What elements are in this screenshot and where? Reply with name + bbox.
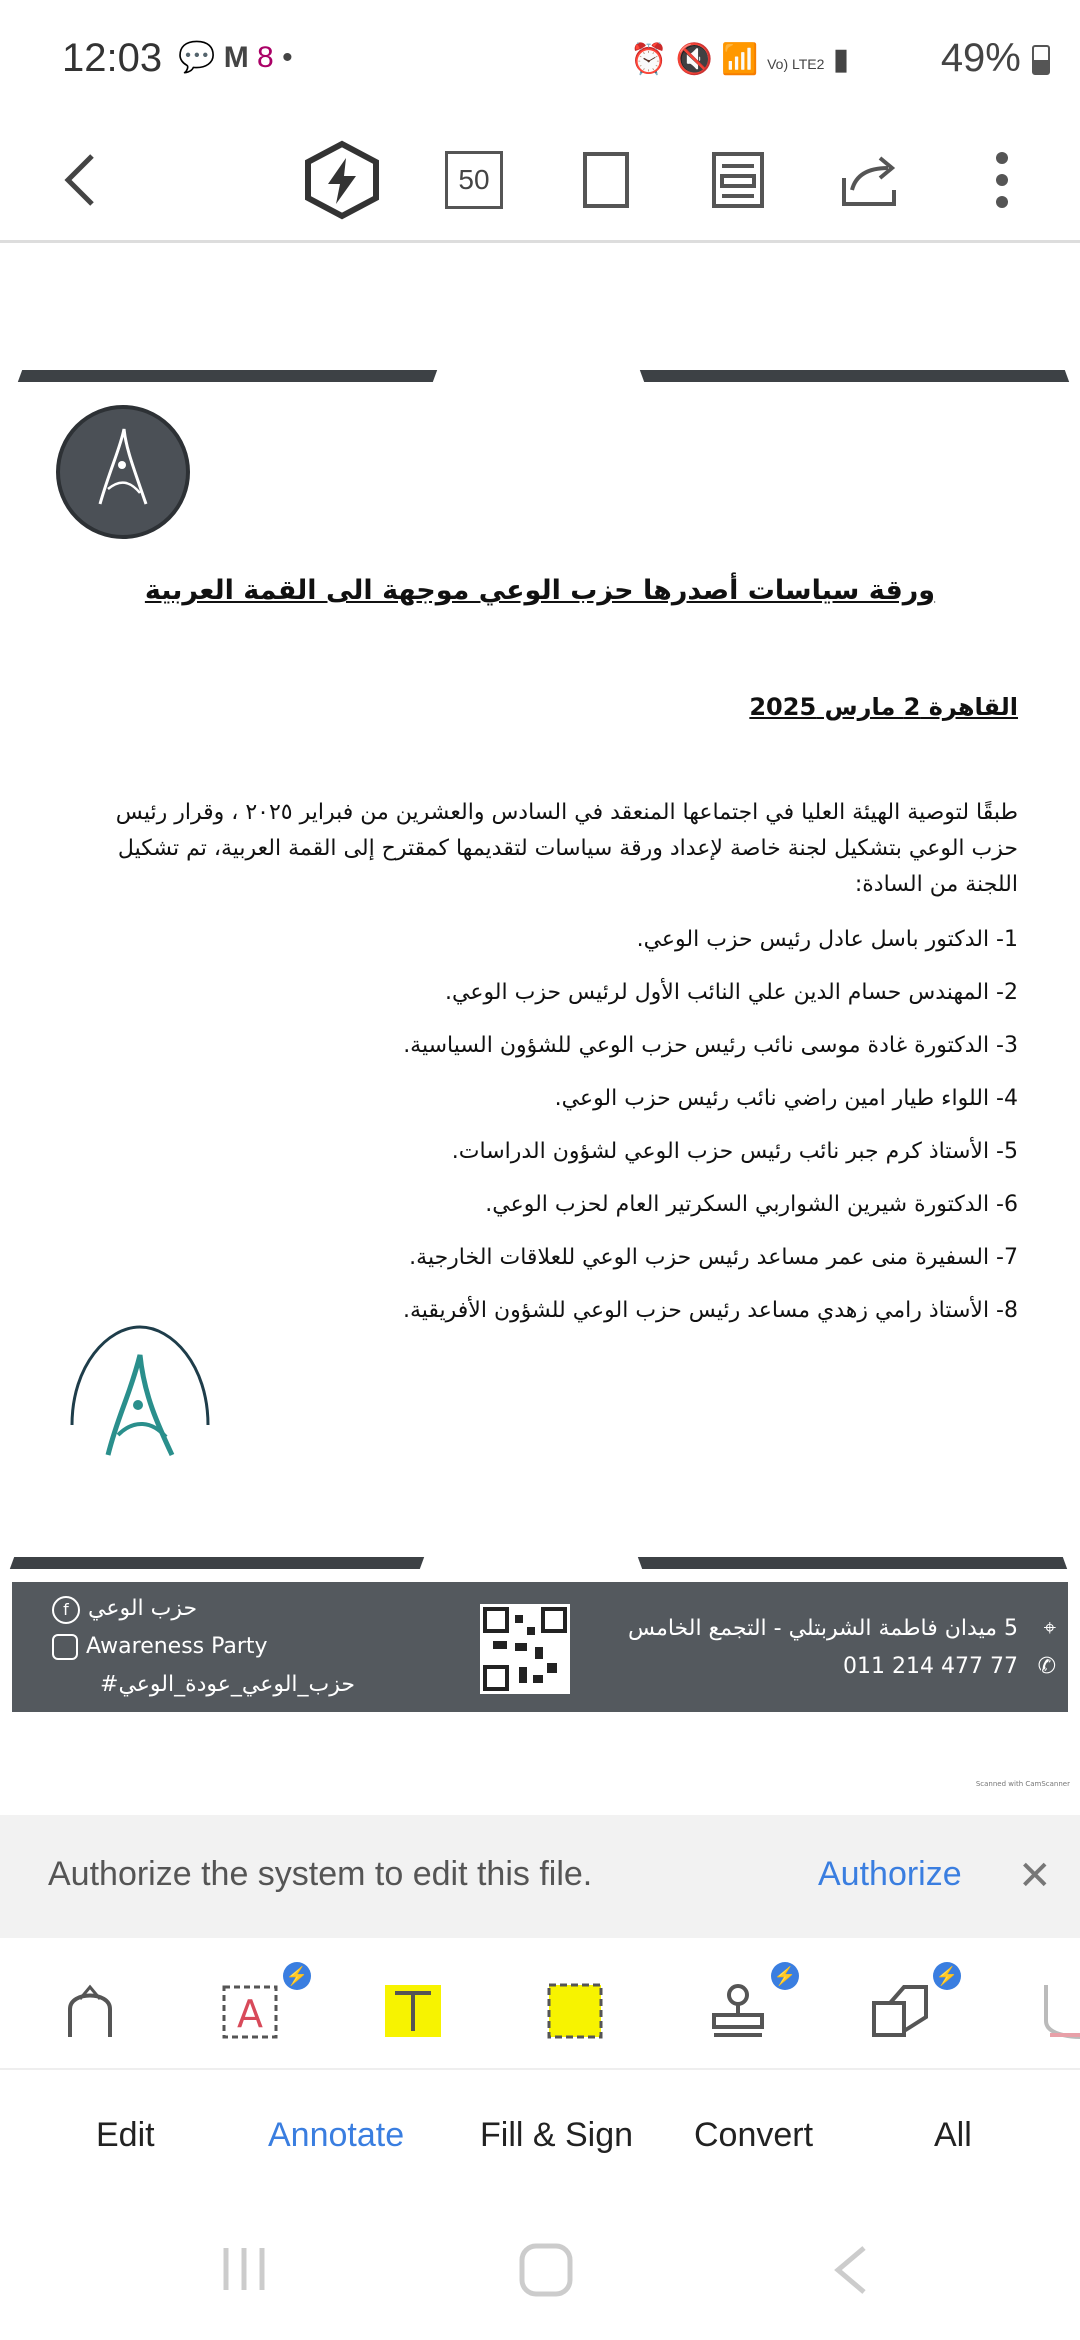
network-label: Vo) LTE2 [767, 56, 825, 72]
header-band-right [640, 370, 1069, 382]
authorize-button[interactable]: Authorize [818, 1855, 962, 1893]
member-item: 2- المهندس حسام الدين علي النائب الأول لرئيس حزب الوعي. [444, 980, 1018, 1005]
footer-band-left [10, 1557, 424, 1569]
premium-badge-icon: ⚡ [771, 1962, 799, 1990]
share-button[interactable] [830, 140, 910, 220]
battery [941, 36, 1050, 81]
document-title: ورقة سياسات أصدرها حزب الوعي موجهة الى القمة العربية [144, 575, 936, 606]
tab-edit[interactable]: Edit [96, 2116, 155, 2154]
authorize-banner [0, 1815, 1080, 1938]
chat-icon: 💬 [178, 41, 216, 74]
member-item: 1- الدكتور باسل عادل رئيس حزب الوعي. [636, 927, 1018, 952]
nav-back-button[interactable] [830, 2244, 870, 2301]
status-bar [0, 0, 1080, 120]
battery-icon [1032, 45, 1050, 75]
premium-badge-icon: ⚡ [933, 1962, 961, 1990]
reading-mode-button[interactable] [698, 140, 778, 220]
qr-code-icon [483, 1607, 567, 1691]
highlight-text-icon [383, 1981, 443, 2041]
recents-button[interactable] [218, 2244, 270, 2299]
location-icon: ⌖ [1043, 1616, 1056, 1641]
svg-text:A: A [237, 1992, 263, 2036]
stamp-icon [708, 1981, 768, 2041]
footer-hashtag: #حزب_الوعي_عودة_الوعي [100, 1672, 355, 1697]
dot-icon: • [282, 41, 293, 74]
member-item: 4- اللواء طيار امين راضي نائب رئيس حزب الوعي. [554, 1086, 1018, 1111]
text-highlight-tool[interactable] [378, 1976, 448, 2046]
system-nav-bar [0, 2200, 1080, 2340]
mode-tabs [0, 2070, 1080, 2200]
more-tools-peek[interactable] [1040, 1976, 1080, 2046]
fullscreen-button[interactable] [566, 140, 646, 220]
instagram-label: Awareness Party [86, 1634, 268, 1659]
calligraphy-logo-icon [60, 409, 186, 535]
recents-icon [218, 2244, 270, 2294]
alarm-icon: ⏰ [630, 43, 668, 76]
nav-back-icon [830, 2244, 870, 2296]
partial-tool-icon [1040, 1981, 1080, 2041]
quick-action-button[interactable] [302, 140, 382, 220]
close-icon: ✕ [1018, 1854, 1052, 1898]
area-highlight-icon [545, 1981, 605, 2041]
more-options-button[interactable] [962, 140, 1042, 220]
pen-tool[interactable] [55, 1976, 125, 2046]
back-button[interactable] [40, 140, 120, 220]
page-count-box [445, 151, 503, 209]
shapes-icon [870, 1981, 930, 2041]
status-time: 12:03 [62, 36, 163, 80]
page-count-button[interactable] [434, 140, 514, 220]
mute-icon: 🔇 [675, 43, 714, 76]
back-arrow-icon [60, 150, 100, 210]
stamp-tool[interactable] [703, 1965, 797, 2046]
fullscreen-icon [581, 150, 631, 210]
tab-all[interactable]: All [934, 2116, 972, 2154]
close-banner-button[interactable] [1018, 1853, 1052, 1899]
wifi-icon: 📶 [721, 43, 759, 76]
notification-icons [178, 40, 293, 75]
member-item: 6- الدكتورة شيرين الشواربي السكرتير العام لحزب الوعي. [485, 1192, 1018, 1217]
instagram-icon [52, 1634, 78, 1660]
footer-facebook [52, 1596, 197, 1624]
party-logo [56, 405, 190, 539]
document-date: القاهرة 2 مارس 2025 [749, 693, 1018, 721]
member-item: 5- الأستاذ كرم جبر نائب رئيس حزب الوعي لشؤون الدراسات. [451, 1139, 1018, 1164]
facebook-label: حزب الوعي [88, 1596, 198, 1621]
member-item: 3- الدكتورة غادة موسى نائب رئيس حزب الوعي للشؤون السياسية. [403, 1033, 1018, 1058]
footer-instagram [52, 1634, 268, 1660]
member-item: 7- السفيرة منى عمر مساعد رئيس حزب الوعي للعلاقات الخارجية. [409, 1245, 1018, 1270]
viewer-toolbar [0, 120, 1080, 243]
authorize-message: Authorize the system to edit this file. [48, 1855, 593, 1893]
document-view-icon [710, 150, 766, 210]
lightning-icon [304, 140, 380, 220]
tab-annotate[interactable]: Annotate [268, 2116, 405, 2154]
stamp-calligraphy-icon [68, 1315, 212, 1475]
intro-paragraph [88, 795, 1018, 903]
footer-band-right [638, 1557, 1067, 1569]
header-band-left [18, 370, 437, 382]
paragraph-line: حزب الوعي بتشكيل لجنة خاصة لإعداد ورقة سياسات لتقديمها كمقترح إلى القمة العربية، تم تشكيل [117, 836, 1018, 861]
share-icon [838, 150, 902, 210]
app-icon: 8 [257, 41, 274, 74]
gmail-icon: M [223, 41, 249, 74]
footer-band [12, 1582, 1068, 1712]
battery-percent: 49% [940, 36, 1021, 80]
paragraph-line: اللجنة من السادة: [854, 872, 1018, 897]
scanner-mark: Scanned with CamScanner [975, 1780, 1070, 1788]
document-page[interactable] [0, 245, 1080, 1805]
premium-badge-icon: ⚡ [283, 1962, 311, 1990]
shape-tool[interactable] [865, 1965, 959, 2046]
member-item: 8- الأستاذ رامي زهدي مساعد رئيس حزب الوعي للشؤون الأفريقية. [402, 1298, 1018, 1323]
pen-icon [62, 1981, 118, 2041]
tab-fill-sign[interactable]: Fill & Sign [480, 2116, 634, 2154]
footer-phone: 011 214 477 77 [843, 1654, 1018, 1679]
text-box-icon [220, 1981, 280, 2041]
footer-address: 5 ميدان فاطمة الشربتلي - التجمع الخامس [628, 1616, 1018, 1641]
page-count: 50 [458, 164, 490, 195]
stamp-logo [68, 1315, 212, 1475]
text-box-tool[interactable] [215, 1965, 309, 2046]
annotate-toolbar [0, 1938, 1080, 2070]
phone-icon: ✆ [1037, 1654, 1056, 1679]
facebook-icon: f [52, 1596, 80, 1624]
system-icons [630, 42, 849, 77]
more-icon [994, 150, 1010, 210]
area-highlight-tool[interactable] [540, 1976, 610, 2046]
home-icon [518, 2242, 574, 2298]
tab-convert[interactable]: Convert [694, 2116, 814, 2154]
qr-code [480, 1604, 570, 1694]
signal-icon: ▮ [832, 43, 850, 76]
home-button[interactable] [518, 2242, 574, 2303]
paragraph-line: طبقًا لتوصية الهيئة العليا في اجتماعها المنعقد في السادس والعشرين من فبراير ٢٠٢٥ ، وقرار رئيس [115, 800, 1018, 825]
